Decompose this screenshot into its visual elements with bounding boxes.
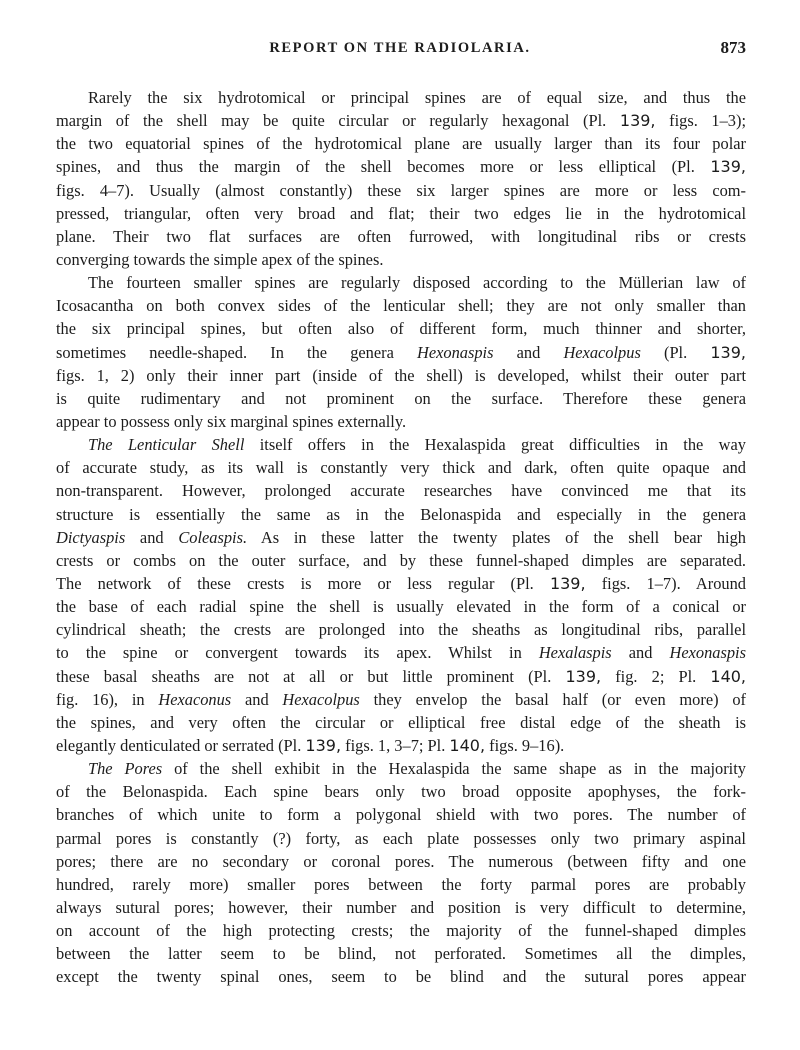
text-run: fig. 2; Pl.: [601, 666, 711, 686]
page-number: 873: [720, 38, 746, 57]
text-run: figs. 1, 2) only their inner part (inside of the shell) is developed, whilst their outer part: [56, 365, 746, 385]
text-line: [56, 433, 746, 456]
text-line: [56, 456, 746, 479]
text-line: [56, 526, 746, 549]
text-run: the six principal spines, but often also of different form, much thinner and shorter,: [56, 319, 746, 339]
text-run: except the twenty spinal ones, seem to be blind and the sutural pores appear: [56, 967, 746, 987]
text-line: [56, 549, 746, 572]
text-run: figs. 4–7). Usually (almost constantly) these six larger spines are more or less com-: [56, 180, 746, 200]
plate-reference: 139,: [305, 735, 342, 755]
plate-reference: 139,: [619, 111, 656, 131]
text-line: [56, 618, 746, 641]
italic-term: Hexacolpus: [282, 689, 360, 709]
text-run: fig. 16), in: [56, 689, 159, 709]
text-line: [56, 711, 746, 734]
italic-term: Hexaconus: [158, 689, 232, 709]
text-run: cylindrical sheath; the crests are prolonged into the sheaths as longitudinal ribs, parallel: [56, 620, 746, 640]
italic-term: Coleaspis.: [178, 527, 248, 547]
text-line: [56, 479, 746, 502]
text-run: appear to possess only six marginal spines externally.: [56, 411, 407, 431]
italic-term: The Lenticular Shell: [88, 435, 245, 455]
text-line: [56, 179, 746, 202]
text-run: the two equatorial spines of the hydrotomical plane are usually larger than its four polar: [56, 134, 746, 154]
text-run: of the Belonaspida. Each spine bears only two broad opposite apophyses, the fork-: [56, 782, 746, 802]
text-line: [56, 294, 746, 317]
text-line: [56, 155, 746, 178]
text-run: sometimes needle-shaped. In the genera: [56, 342, 418, 362]
text-run: the base of each radial spine the shell is usually elevated in the form of a conical or: [56, 597, 746, 617]
text-line: [56, 595, 746, 618]
plate-reference: 140,: [449, 735, 486, 755]
text-run: these basal sheaths are not at all or but little prominent (Pl.: [56, 666, 566, 686]
italic-term: The Pores: [88, 759, 163, 779]
text-line: [56, 317, 746, 340]
text-run: elegantly denticulated or serrated (Pl.: [56, 735, 306, 755]
body-text: [56, 86, 746, 988]
plate-reference: 139,: [710, 342, 746, 362]
text-run: hundred, rarely more) smaller pores between the forty parmal pores are probably: [56, 874, 746, 894]
text-run: of accurate study, as its wall is constantly very thick and dark, often quite opaque and: [56, 458, 746, 478]
text-line: [56, 248, 746, 271]
text-run: figs. 9–16).: [485, 735, 565, 755]
text-run: pressed, triangular, often very broad and flat; their two edges lie in the hydrotomical: [56, 203, 746, 223]
text-run: and: [231, 689, 283, 709]
italic-term: Hexacolpus: [563, 342, 641, 362]
text-run: of the shell exhibit in the Hexalaspida the same shape as in the majority: [162, 759, 746, 779]
text-line: [56, 86, 746, 109]
text-run: figs. 1–7). Around: [585, 573, 746, 593]
text-line: [56, 202, 746, 225]
text-line: [56, 225, 746, 248]
text-line: [56, 364, 746, 387]
text-run: and: [611, 643, 670, 663]
running-head: [0, 40, 800, 66]
text-run: Icosacantha on both convex sides of the lenticular shell; they are not only smaller than: [56, 296, 746, 316]
text-run: to the spine or convergent towards its apex. Whilst in: [56, 643, 539, 663]
text-run: figs. 1, 3–7; Pl.: [341, 735, 450, 755]
text-run: is quite rudimentary and not prominent on the surface. Therefore these genera: [56, 388, 746, 408]
text-run: always sutural pores; however, their number and position is very difficult to determine,: [56, 897, 746, 917]
italic-term: Hexonaspis: [417, 342, 494, 362]
text-run: crests or combs on the outer surface, and by these funnel-shaped dimples are separated.: [56, 550, 746, 570]
plate-reference: 139,: [710, 157, 746, 177]
text-run: between the latter seem to be blind, not perforated. Sometimes all the dimples,: [56, 944, 746, 964]
text-line: [56, 572, 746, 595]
text-line: [56, 734, 746, 757]
text-run: plane. Their two flat surfaces are often furrowed, with longitudinal ribs or crests: [56, 226, 746, 246]
italic-term: Hexalaspis: [538, 643, 612, 663]
text-line: [56, 780, 746, 803]
running-title: REPORT ON THE RADIOLARIA.: [269, 40, 531, 56]
text-run: Rarely the six hydrotomical or principal spines are of equal size, and thus the: [88, 88, 746, 107]
text-run: the spines, and very often the circular or elliptical free distal edge of the sheath is: [56, 712, 746, 732]
text-line: [56, 503, 746, 526]
text-line: [56, 803, 746, 826]
text-run: pores; there are no secondary or coronal pores. The numerous (between fifty and one: [56, 851, 746, 871]
text-run: non-transparent. However, prolonged accurate researches have convinced me that its: [56, 481, 746, 501]
text-line: [56, 688, 746, 711]
text-line: [56, 271, 746, 294]
text-run: and: [125, 527, 179, 547]
italic-term: Dictyaspis: [56, 527, 126, 547]
text-line: [56, 641, 746, 664]
plate-reference: 140,: [710, 666, 747, 686]
text-run: figs. 1–3);: [655, 111, 746, 131]
text-line: [56, 873, 746, 896]
text-line: [56, 896, 746, 919]
text-run: on account of the high protecting crests; the majority of the funnel-shaped dimples: [56, 921, 746, 941]
text-run: (Pl.: [640, 342, 711, 362]
text-line: [56, 665, 746, 688]
text-run: structure is essentially the same as in the Belonaspida and especially in the genera: [56, 504, 746, 524]
text-line: [56, 827, 746, 850]
text-line: [56, 387, 746, 410]
text-line: [56, 341, 746, 364]
text-line: [56, 965, 746, 988]
text-line: [56, 942, 746, 965]
text-run: and: [493, 342, 564, 362]
italic-term: Hexonaspis: [669, 643, 746, 663]
text-line: [56, 410, 746, 433]
text-run: branches of which unite to form a polygonal shield with two pores. The number of: [56, 805, 746, 825]
text-run: The network of these crests is more or less regular (Pl.: [56, 573, 550, 593]
plate-reference: 139,: [549, 573, 586, 593]
text-run: itself offers in the Hexalaspida great difficulties in the way: [244, 435, 746, 455]
text-run: spines, and thus the margin of the shell becomes more or less elliptical (Pl.: [56, 157, 711, 177]
text-line: [56, 757, 746, 780]
text-run: The fourteen smaller spines are regularly disposed according to the Müllerian law of: [88, 273, 746, 293]
text-run: margin of the shell may be quite circular or regularly hexagonal (Pl.: [56, 111, 620, 131]
text-line: [56, 109, 746, 132]
text-line: [56, 919, 746, 942]
text-run: they envelop the basal half (or even more) of: [359, 689, 746, 709]
text-line: [56, 850, 746, 873]
text-run: As in these latter the twenty plates of the shell bear high: [247, 527, 746, 547]
text-run: converging towards the simple apex of the spines.: [56, 249, 384, 269]
plate-reference: 139,: [565, 666, 602, 686]
text-run: parmal pores is constantly (?) forty, as each plate possesses only two primary aspinal: [56, 828, 746, 848]
text-line: [56, 132, 746, 155]
